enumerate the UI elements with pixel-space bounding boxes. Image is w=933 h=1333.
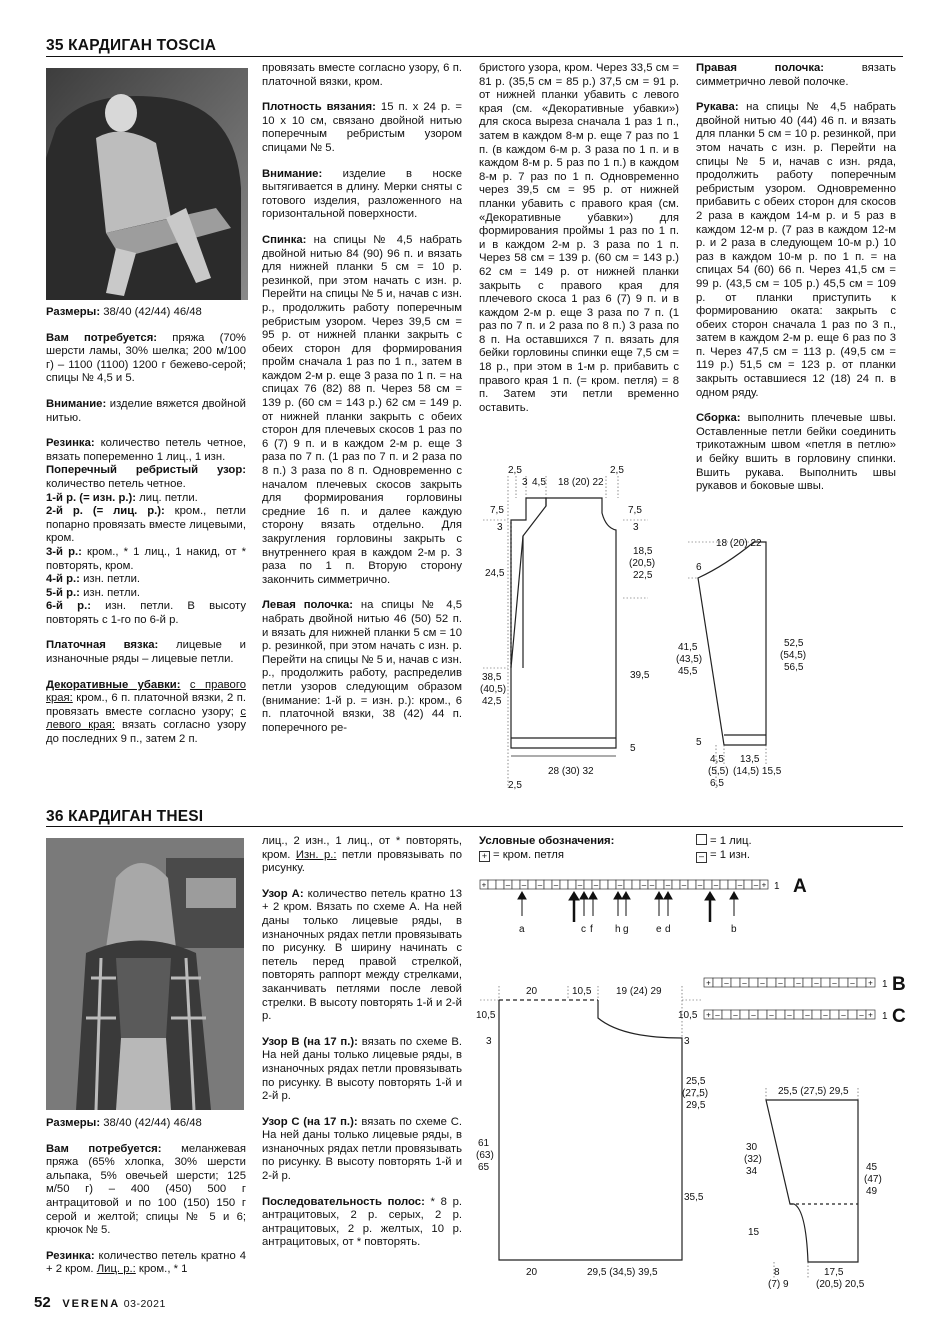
svg-text:18,5: 18,5 [633, 546, 653, 557]
svg-text:30: 30 [746, 1142, 758, 1153]
svg-text:C: C [892, 1006, 906, 1027]
svg-text:13,5: 13,5 [740, 754, 760, 765]
edge-stitch-icon: + [479, 851, 490, 862]
section-35-title: 35 КАРДИГАН TOSCIA [46, 37, 217, 54]
svg-text:(63): (63) [476, 1150, 494, 1161]
svg-text:2,5: 2,5 [508, 465, 522, 476]
purl-stitch-icon: – [696, 852, 707, 863]
stitch-cell [740, 1010, 749, 1019]
stitch-symbol: – [805, 1010, 810, 1020]
stitch-cell [632, 880, 640, 889]
issue-number: 03-2021 [123, 1298, 166, 1310]
stitch-cell [568, 880, 576, 889]
stitch-symbol: – [665, 880, 671, 890]
stitch-cell [488, 880, 496, 889]
svg-text:42,5: 42,5 [482, 696, 502, 707]
svg-text:35,5: 35,5 [684, 1192, 704, 1203]
svg-text:4,5: 4,5 [532, 477, 546, 488]
stitch-cell [704, 880, 712, 889]
stitch-symbol: – [641, 880, 647, 890]
stitch-symbol: – [814, 978, 819, 988]
svg-text:7,5: 7,5 [490, 505, 504, 516]
svg-text:25,5 (27,5) 29,5: 25,5 (27,5) 29,5 [778, 1086, 849, 1097]
stitch-symbol: – [787, 1010, 792, 1020]
stitch-cell [624, 880, 632, 889]
stitch-cell [584, 880, 592, 889]
stitch-cell [672, 880, 680, 889]
stitch-cell [656, 880, 664, 889]
svg-text:4,5: 4,5 [710, 754, 724, 765]
stitch-symbol: – [859, 1010, 864, 1020]
svg-text:10,5: 10,5 [476, 1010, 496, 1021]
svg-text:(43,5): (43,5) [676, 654, 703, 665]
stitch-cell [722, 1010, 731, 1019]
stitch-cell [512, 880, 520, 889]
stitch-symbol: – [841, 1010, 846, 1020]
stitch-cell [688, 880, 696, 889]
section-36-rule [46, 826, 903, 827]
svg-text:b: b [731, 924, 737, 935]
svg-text:20: 20 [526, 986, 538, 997]
svg-text:(20,5) 20,5: (20,5) 20,5 [816, 1279, 865, 1290]
stitch-cell [749, 978, 758, 987]
stitch-cell [744, 880, 752, 889]
s36-chart-c [702, 1002, 917, 1028]
stitch-cell [600, 880, 608, 889]
stitch-symbol: – [737, 880, 743, 890]
svg-text:A: A [793, 876, 807, 897]
stitch-cell [821, 978, 830, 987]
svg-text:18 (20) 22: 18 (20) 22 [558, 477, 604, 488]
svg-text:10,5: 10,5 [572, 986, 592, 997]
svg-text:1: 1 [882, 1011, 888, 1022]
svg-text:3: 3 [633, 522, 639, 533]
stitch-symbol: – [577, 880, 583, 890]
svg-text:56,5: 56,5 [784, 662, 804, 673]
svg-text:34: 34 [746, 1166, 758, 1177]
svg-text:6,5: 6,5 [710, 778, 724, 789]
svg-text:45,5: 45,5 [678, 666, 698, 677]
svg-text:19 (24) 29: 19 (24) 29 [616, 986, 662, 997]
svg-text:g: g [623, 924, 629, 935]
svg-text:(32): (32) [744, 1154, 762, 1165]
svg-text:5: 5 [630, 743, 636, 754]
stitch-cell [830, 1010, 839, 1019]
s35-column-2: провязать вместе согласно узору, 6 п. платочной вязки, кром. Плотность вязания: 15 п. х 24 р. = 10 х 10 см, связано двойной нитью поперечным ребристым узором спицами № 5. Внимание: изделие в носке вытягивается в длину. Мерки сняты с готового изделия, разложенного на горизонтальной поверхности. Спинка: на спицы № 4,5 набрать двойной нитью 84 (90) 96 п. и вязать для нижней планки 5 см = 10 р. резинкой, при этом начать с изн. р. Перейти на спицы № 5 и, начав с изн. р., продолжить работу поперечным ребристым узором. Через 39,5 см = 95 р. от нижней планки закрыть с обеих сторон для формирования пройм сначала 1 раз по 1 п., затем в каждом 2-м р. еще 3 раза по 1 п. = на спицах 76 (82) 88 п. Через 58 см = 139 р. (60 см = 143 р.) 62 см = 149 р. от нижней планки закрыть с обеих сторон для плечевых скосов 1 раз по 6 (7) 9 п. и в каждом 2-м р. еще 3 раза по 7 п. (1 раз по 7 п. и 2 раза по 8 п.) 3 раза по 8 п. Одновременно с началом плечевых скосов закрыть для формирования горловины средние 16 п. и далее каждую сторону вязать отдельно. Для закругления горловины закрыть с внутреннего края в каждом 2-м р. 3 раза по 1 п. Вторую сторону закончить симметрично. Левая полочка: на спицы № 4,5 набрать двойной нитью 46 (50) 52 п. и вязать для нижней планки 5 см = 10 р. резинкой, при этом начать с изн. р. Перейти на спицы № 5 и, начав с изн. р., продолжить работу, распределив петли узоров следующим образом (внимание: 1-й р. = изн. р.): кром., 6 п. платочной вязки, 38 (42) 44 п. поперечного ре- [262, 62, 463, 734]
stitch-cell [848, 1010, 857, 1019]
svg-text:a: a [519, 924, 525, 935]
s36-column-2: лиц., 2 изн., 1 лиц., от * повторять, кром. Изн. р.: петли провязывать по рисунку. Узор А: количество петель кратно 13 + 2 кром. Вязать по схеме А. На ней даны только лицевые ряды, в изнаночных рядах петли провязывать по рисунку. В ширину начинать с петель перед правой стрелкой, повторять раппорт между стрелками, заканчивать петлями после левой стрелки. В высоту повторять 1-й и 2-й р. Узор В (на 17 п.): вязать по схеме В. На ней даны только лицевые ряды, в изнаночных рядах петли провязывать по рисунку. В высоту повторять 1-й и 2-й р. Узор С (на 17 п.): вязать по схеме С. На ней даны только лицевые ряды, в изнаночных рядах петли провязывать по рисунку. В высоту повторять 1-й и 2-й р. Последовательность полос: * 8 р. антрацитовых, 2 р. серых, 2 р. антрацитовых, 2 р. желтых, 10 р. антрацитовых, от * повторять. [262, 835, 462, 1249]
svg-text:49: 49 [866, 1186, 878, 1197]
stitch-symbol: – [713, 880, 719, 890]
knit-stitch-icon [696, 834, 707, 845]
stitch-cell [776, 1010, 785, 1019]
stitch-cell [785, 978, 794, 987]
svg-text:10,5: 10,5 [678, 1010, 698, 1021]
svg-text:c: c [581, 924, 586, 935]
stitch-symbol: – [521, 880, 527, 890]
svg-text:2,5: 2,5 [508, 780, 522, 791]
stitch-symbol: – [753, 880, 759, 890]
stitch-cell [731, 978, 740, 987]
stitch-cell [608, 880, 616, 889]
stitch-cell [496, 880, 504, 889]
stitch-symbol: – [751, 1010, 756, 1020]
s35-column-3: бристого узора, кром. Через 33,5 см = 81 р. (35,5 см = 85 р.) 37,5 см = 91 р. от нижней планки убавить с левого края (см. «Декоративные убавки») для скоса выреза сначала 1 раз 1 п., затем в каждом 8-м р. еще 7 раз по 1 п. (в каждом 6-м р. 3 раза по 1 п. и в каждом 8-м р. 5 раз по 1 п.) в каждом 8-м р. 7 раз по 1 п. Одновременно через 39,5 см = 95 р. от нижней планки убавить с правого края (см. «Декоративные убавки») для формирования проймы 1 раз по 1 п. и в каждом 2-м р. 3 раза по 1 п. Через 58 см = 139 р. (60 см = 143 р.) 62 см = 149 р. от нижней планки закрыть с правого края для плечевого скоса 1 раз 6 (7) 9 п. и в каждом 2-м р. еще 3 раза по 7 п. (1 раз по 7 п. и 2 раза по 8 п.) 3 раза по 8 п. На оставшихся 7 п. вязать для бейки горловины спинки еще 7,5 см = 18 р., при этом в 1-м р. прибавить с правого края 1 п. (= кром. петля) = 8 п. Затем эти петли временно оставить. [479, 62, 679, 414]
svg-text:5: 5 [696, 737, 702, 748]
svg-text:17,5: 17,5 [824, 1267, 844, 1278]
svg-text:h: h [615, 924, 621, 935]
stitch-symbol: – [553, 880, 559, 890]
s35-column-4: Правая полочка: вязать симметрично левой полочке. Рукава: на спицы № 4,5 набрать двойной нитью 40 (44) 46 п. и вязать для планки 5 см = 10 р. резинкой, при этом начать с изн. р. Перейти на спицы № 5 и, начав с изн. ряда, продолжить работу поперечным ребристым узором. Одновременно прибавить с обеих сторон для скосов 2 раза в каждом 14-м р. и 5 раз в каждом 12-м р. (7 раз в каждом 12-м р. и 2 раза в следующем 10-м р.) 10 раз в каждом 10-м р. по 1 п. = на спицах 54 (60) 66 п. Через 41,5 см = 99 р. (43,5 см = 105 р.) 45,5 см = 109 р. от планки приступить к формированию оката: закрыть с обеих сторон сначала 1 раз по 3 п., затем в каждом 2-м р. еще 6 раз по 3 п. Через 47,5 см = 113 р. (49,5 см = 119 р.) 51,5 см = 123 р. от планки закрыть оставшиеся 12 (18) 24 п. в одном ряду. Сборка: выполнить плечевые швы. Оставленные петли бейки соединить трикотажным швом «петля в петлю» и бейку вшить в горловину спинки. Вшить рукава. Выполнить швы рукавов и боковые швы. [696, 62, 896, 493]
svg-text:(47): (47) [864, 1174, 882, 1185]
stitch-symbol: – [733, 1010, 738, 1020]
stitch-symbol: + [481, 880, 487, 890]
stitch-cell [728, 880, 736, 889]
section-35-rule [46, 56, 903, 57]
s35-column-1: Размеры: 38/40 (42/44) 46/48 Вам потребуется: пряжа (70% шерсти ламы, 30% шелка; 200 м/100 г) – 1100 (1100) 1200 г бежево-серой; спицы № 4,5 и 5. Внимание: изделие вяжется двойной нитью. Резинка: количество петель четное, вязать попеременно 1 лиц., 1 изн. Поперечный ребристый узор: количество петель четное. 1-й р. (= изн. р.): лиц. петли. 2-й р. (= лиц. р.): кром., петли попарно провязать вместе лицевыми, кром. 3-й р.: кром., * 1 лиц., 1 накид, от * повторять, кром. 4-й р.: изн. петли. 5-й р.: изн. петли. 6-й р.: изн. петли. В высоту повторять с 1-го по 6-й р. Платочная вязка: лицевые и изнаночные ряды – лицевые петли. Декоративные убавки: с правого края: кром., 6 п. платочной вязки, 2 п. провязать вместе согласно узору; с левого края: вязать согласно узору до последних 9 п., затем 2 п. [46, 306, 246, 746]
photo-woman-in-plaid-cardigan-icon [46, 838, 244, 1110]
svg-text:45: 45 [866, 1162, 878, 1173]
svg-text:e: e [656, 924, 662, 935]
stitch-cell [720, 880, 728, 889]
stitch-symbol: – [724, 978, 729, 988]
stitch-symbol: – [742, 978, 747, 988]
svg-text:25,5: 25,5 [686, 1076, 706, 1087]
svg-text:24,5: 24,5 [485, 568, 505, 579]
svg-text:38,5: 38,5 [482, 672, 502, 683]
stitch-symbol: – [649, 880, 655, 890]
svg-text:65: 65 [478, 1162, 490, 1173]
stitch-cell [857, 978, 866, 987]
stitch-symbol: – [769, 1010, 774, 1020]
stitch-symbol: – [537, 880, 543, 890]
svg-text:7,5: 7,5 [628, 505, 642, 516]
s36-column-1: Размеры: 38/40 (42/44) 46/48 Вам потребуется: меланжевая пряжа (65% хлопка, 30% шерсти альпака, 5% овечьей шерсти; 125 м/50 г) – 400 (450) 500 г антрацитовой и по 100 (150) 150 г серой и желтой; спицы № 5 и 6; крючок № 5. Резинка: количество петель кратно 4 + 2 кром. Лиц. р.: кром., * 1 [46, 1117, 246, 1276]
svg-text:22,5: 22,5 [633, 570, 653, 581]
svg-text:52,5: 52,5 [784, 638, 804, 649]
stitch-cell [767, 978, 776, 987]
photo-woman-in-armchair-icon [46, 68, 248, 300]
stitch-symbol: – [778, 978, 783, 988]
stitch-cell [839, 978, 848, 987]
stitch-symbol: + [868, 978, 873, 988]
svg-text:15: 15 [748, 1227, 760, 1238]
svg-text:(20,5): (20,5) [629, 558, 656, 569]
stitch-symbol: + [868, 1010, 873, 1020]
s36-chart-b [702, 970, 917, 996]
stitch-symbol: + [706, 978, 711, 988]
svg-text:3: 3 [486, 1036, 492, 1047]
svg-text:6: 6 [696, 562, 702, 573]
svg-text:8: 8 [774, 1267, 780, 1278]
stitch-cell [758, 1010, 767, 1019]
svg-text:2,5: 2,5 [610, 465, 624, 476]
s36-chart-a [478, 872, 818, 940]
svg-text:28 (30) 32: 28 (30) 32 [548, 766, 594, 777]
s35-front-schema [478, 458, 678, 796]
svg-text:3: 3 [684, 1036, 690, 1047]
stitch-symbol: – [681, 880, 687, 890]
stitch-cell [560, 880, 568, 889]
svg-text:d: d [665, 924, 671, 935]
stitch-cell [803, 978, 812, 987]
svg-text:(54,5): (54,5) [780, 650, 807, 661]
svg-text:18 (20) 22: 18 (20) 22 [716, 538, 762, 549]
photo-cardigan-toscia [46, 68, 248, 300]
stitch-symbol: – [593, 880, 599, 890]
magazine-name: VERENA [62, 1298, 121, 1310]
svg-text:(5,5): (5,5) [708, 766, 729, 777]
page-footer [34, 1294, 166, 1311]
s36-legend-2: = 1 лиц. – = 1 изн. [696, 834, 752, 863]
svg-text:1: 1 [774, 881, 780, 892]
svg-text:20: 20 [526, 1267, 538, 1278]
s36-front-schema [472, 978, 722, 1283]
svg-text:1: 1 [882, 979, 888, 990]
stitch-symbol: + [706, 1010, 711, 1020]
svg-text:3: 3 [497, 522, 503, 533]
svg-text:3: 3 [522, 477, 528, 488]
svg-text:(14,5) 15,5: (14,5) 15,5 [733, 766, 782, 777]
stitch-cell [794, 1010, 803, 1019]
s35-sleeve-schema [676, 530, 816, 800]
s36-legend: Условные обозначения: + = кром. петля [479, 835, 615, 861]
svg-text:(40,5): (40,5) [480, 684, 507, 695]
stitch-symbol: – [796, 978, 801, 988]
svg-text:29,5: 29,5 [686, 1100, 706, 1111]
photo-cardigan-thesi [46, 838, 244, 1110]
stitch-cell [544, 880, 552, 889]
svg-text:(7) 9: (7) 9 [768, 1279, 789, 1290]
stitch-symbol: – [832, 978, 837, 988]
stitch-cell [528, 880, 536, 889]
stitch-symbol: + [761, 880, 767, 890]
svg-text:29,5 (34,5) 39,5: 29,5 (34,5) 39,5 [587, 1267, 658, 1278]
stitch-symbol: – [617, 880, 623, 890]
svg-text:f: f [590, 924, 593, 935]
svg-text:41,5: 41,5 [678, 642, 698, 653]
stitch-symbol: – [715, 1010, 720, 1020]
section-36-title: 36 КАРДИГАН THESI [46, 808, 204, 825]
stitch-cell [812, 1010, 821, 1019]
s36-sleeve-schema [734, 1080, 904, 1290]
svg-text:61: 61 [478, 1138, 490, 1149]
stitch-symbol: – [697, 880, 703, 890]
stitch-symbol: – [823, 1010, 828, 1020]
page-number: 52 [34, 1294, 51, 1311]
stitch-symbol: – [505, 880, 511, 890]
stitch-symbol: – [850, 978, 855, 988]
svg-text:39,5: 39,5 [630, 670, 650, 681]
svg-text:(27,5): (27,5) [682, 1088, 709, 1099]
stitch-symbol: – [760, 978, 765, 988]
svg-text:B: B [892, 974, 906, 995]
